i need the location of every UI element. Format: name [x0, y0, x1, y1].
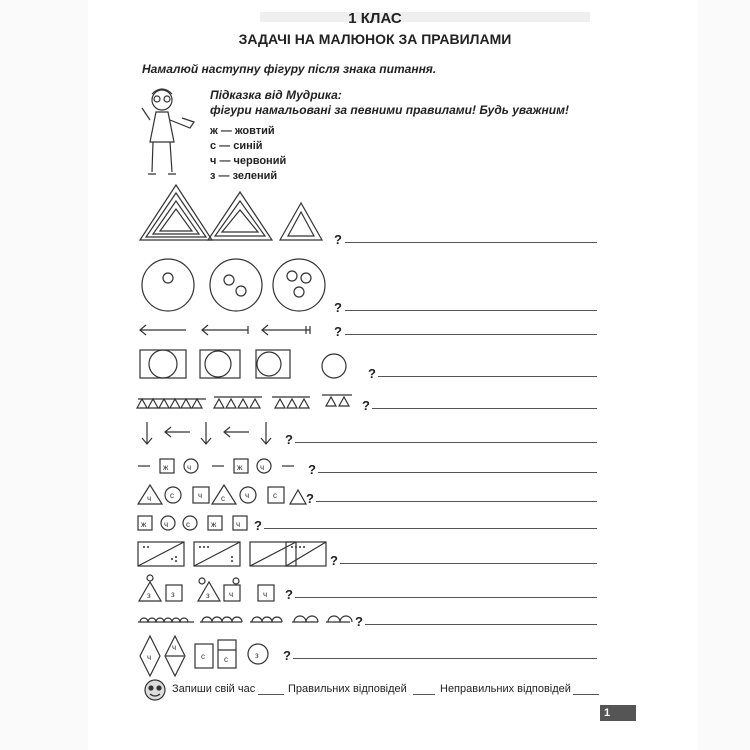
professor-illustration [142, 89, 194, 174]
shape-letter: ж [237, 463, 243, 472]
question-mark: ? [308, 462, 316, 477]
shape-letter: ч [198, 491, 203, 500]
shape-letter: ч [236, 520, 241, 529]
shape-letter: ч [187, 463, 192, 472]
shape-letter: ч [260, 463, 265, 472]
shape-letter: з [255, 651, 259, 660]
shape-letter: с [201, 652, 205, 661]
question-mark: ? [330, 553, 338, 568]
hint-title: Підказка від Мудрика: [210, 88, 342, 102]
shape-letter: с [224, 655, 228, 664]
question-mark: ? [334, 232, 342, 247]
question-mark: ? [355, 614, 363, 629]
shape-letter: ч [164, 520, 169, 529]
shape-letter: ж [163, 463, 169, 472]
shape-letter: ч [147, 653, 152, 662]
row-circles-apples [142, 259, 325, 311]
legend-red: ч — червоний [210, 155, 287, 167]
question-mark: ? [254, 518, 262, 533]
row-triangles [140, 185, 322, 240]
shape-letter: ч [172, 643, 177, 652]
shape-letter: ж [211, 520, 217, 529]
row-square-circle [140, 350, 346, 378]
page-number-badge: 1 [600, 705, 636, 721]
shape-letter: с [273, 491, 277, 500]
question-mark: ? [334, 324, 342, 339]
shape-letter: с [170, 491, 174, 500]
shape-letter: з [147, 591, 151, 600]
shape-letter: з [206, 591, 210, 600]
page-title: ЗАДАЧІ НА МАЛЮНОК ЗА ПРАВИЛАМИ [238, 31, 512, 47]
question-mark: ? [362, 398, 370, 413]
row-bead-chains [138, 616, 352, 622]
row-rect-diagonal [138, 542, 326, 566]
row-squares-circles [138, 516, 247, 530]
legend-blue: с — синій [210, 140, 263, 152]
legend-green: з — зелений [210, 170, 278, 182]
hint-text: фігури намальовані за певними правилами! Будь уважним! [210, 103, 569, 117]
shape-letter: с [186, 520, 190, 529]
grade-heading: 1 КЛАС [348, 10, 402, 27]
smiley-icon [145, 680, 165, 700]
question-mark: ? [334, 300, 342, 315]
shape-letter: ч [229, 590, 234, 599]
incorrect-answers-label: Неправильних відповідей [440, 683, 571, 695]
row-dash-square-circle [138, 459, 294, 473]
question-mark: ? [283, 648, 291, 663]
shape-letter: з [171, 590, 175, 599]
shape-letter: ч [263, 590, 268, 599]
correct-answers-label: Правильних відповідей [288, 683, 407, 695]
legend-yellow: ж — жовтий [210, 125, 275, 137]
question-mark: ? [285, 587, 293, 602]
shape-letter: ч [147, 494, 152, 503]
row-arrows [140, 325, 310, 335]
shape-letter: ч [245, 491, 250, 500]
row-down-left-arrows [142, 422, 271, 444]
row-rect-dots [143, 546, 305, 562]
shape-letter: с [221, 494, 225, 503]
question-mark: ? [285, 432, 293, 447]
instruction-text: Намалюй наступну фігуру після знака питання. [142, 62, 437, 76]
question-mark: ? [306, 491, 314, 506]
shape-letter: ж [141, 520, 147, 529]
time-label: Запиши свій час [172, 683, 256, 695]
question-mark: ? [368, 366, 376, 381]
row-small-triangles [137, 395, 352, 408]
